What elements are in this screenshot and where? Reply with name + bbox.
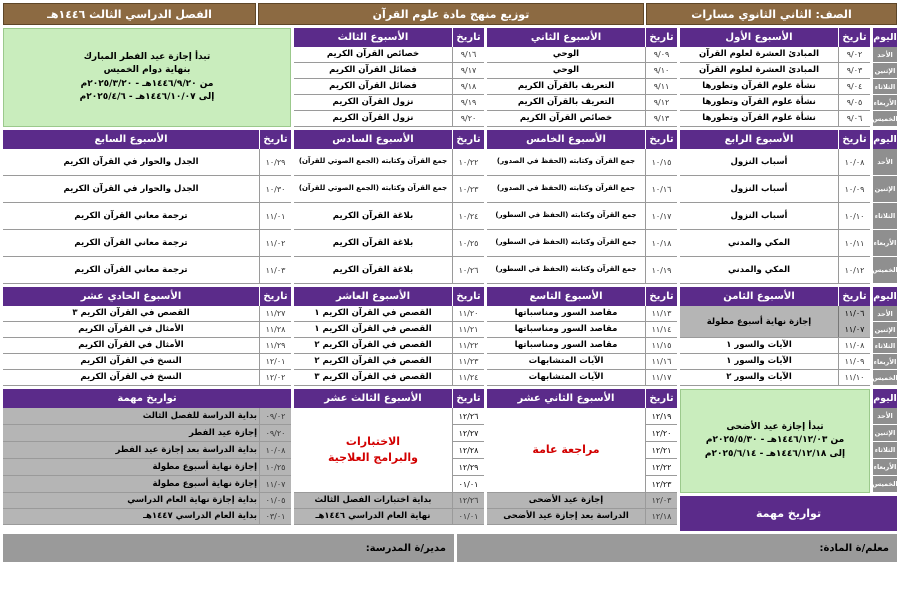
date-header: تاريخ [838, 28, 870, 47]
day-label: الإثنين [873, 425, 897, 442]
title-bar [3, 3, 897, 25]
week-10 [294, 287, 484, 386]
lesson-date: ١٠/١١ [838, 230, 870, 256]
date-header: تاريخ [838, 287, 870, 306]
subject-title: توزيع منهج مادة علوم القرآن [258, 3, 644, 25]
date-header: تاريخ [645, 287, 677, 306]
important-date: ١٠/٢٥ [259, 459, 291, 475]
day-label: الإثنين [873, 176, 897, 203]
important-date-label: بداية العام الدراسي ١٤٤٧هـ [143, 511, 257, 522]
lesson-rows [680, 47, 870, 127]
week-title: الأسبوع السادس [332, 134, 414, 145]
lesson: ترجمة معاني القرآن الكريم [74, 210, 188, 221]
important-dates-table [3, 389, 291, 531]
lesson-date: ١١/٢٢ [452, 338, 484, 353]
lesson-date: ٩/٠٣ [838, 63, 870, 78]
band-2 [3, 130, 897, 284]
lesson-date: ٩/٠٩ [645, 47, 677, 62]
lesson-date: ٩/١٦ [452, 47, 484, 62]
day-column [873, 28, 897, 127]
week-11 [3, 287, 291, 386]
week-2 [487, 28, 677, 127]
lesson-date: ١٠/٢٩ [259, 149, 291, 175]
date-header: تاريخ [452, 389, 484, 408]
day-column [873, 389, 897, 493]
lesson: جمع القرآن وكتابته (الحفظ في السطور) [495, 265, 637, 274]
week-3 [294, 28, 484, 127]
lesson: ترجمة معاني القرآن الكريم [74, 237, 188, 248]
lesson: الآيات المتشابهات [528, 372, 604, 383]
lesson-date: ١١/١٥ [645, 338, 677, 353]
lesson-date: ٩/١٨ [452, 79, 484, 94]
lesson: جمع القرآن وكتابته (الحفظ في السطور) [495, 211, 637, 220]
important-date-label: إجازة نهاية أسبوع مطولة [152, 461, 257, 472]
week-title: الأسبوع الثامن [723, 291, 795, 302]
fitr-holiday-note [3, 28, 291, 127]
date-header: تاريخ [645, 28, 677, 47]
term-title: الفصل الدراسي الثالث ١٤٤٦هـ [3, 3, 256, 25]
week-title: الأسبوع الخامس [526, 134, 606, 145]
lesson-date: ١٠/١٥ [645, 149, 677, 175]
lesson-date: ١٢/٢٧ [453, 425, 484, 442]
lesson-date: ٩/١١ [645, 79, 677, 94]
week-title: الأسبوع الثالث [337, 32, 409, 43]
lesson-date: ١٢/٠٣ [645, 493, 677, 508]
date-header: تاريخ [645, 130, 677, 149]
lesson: جمع القرآن وكتابته (الحفظ في الصدور) [496, 184, 636, 193]
note-line: تبدأ إجازة عيد الأضحى [726, 422, 824, 433]
lesson-date: ١٠/٢٦ [452, 257, 484, 283]
lesson: مقاصد السور ومناسباتها [514, 324, 618, 335]
date-header: تاريخ [452, 28, 484, 47]
lesson-date: ١٢/٢٩ [453, 459, 484, 476]
lesson: القصص في القرآن الكريم ٢ [314, 356, 432, 367]
day-label: الثلاثاء [873, 338, 897, 354]
lesson-date: ١١/٠٩ [838, 354, 870, 369]
lesson-date: ٩/١٢ [645, 95, 677, 110]
day-label: الإثنين [873, 322, 897, 338]
general-review-label: مراجعة عامة [532, 442, 600, 456]
week-title: الأسبوع التاسع [529, 291, 603, 302]
lesson-date: ١٠/٠٩ [838, 176, 870, 202]
lesson-date: ١١/١٣ [645, 306, 677, 321]
lesson-date: ٠١/٠١ [452, 509, 484, 524]
lesson: بلاغة القرآن الكريم [332, 210, 414, 221]
week-title: الأسبوع الأول [725, 32, 793, 43]
day-label: الأحد [873, 306, 897, 322]
lesson-date: ١١/٢٨ [259, 322, 291, 337]
lesson: نزول القرآن الكريم [332, 97, 414, 108]
day-column [873, 130, 897, 284]
lesson-date: ١١/٠٣ [259, 257, 291, 283]
week-13 [294, 389, 484, 531]
lesson-date: ١٢/٢٠ [646, 425, 677, 442]
band-1 [3, 28, 897, 127]
lesson-date: ١١/٢٤ [452, 370, 484, 385]
lesson: الآيات المتشابهات [528, 356, 604, 367]
lesson-date: ١١/٠٦ [844, 309, 865, 319]
important-date-label: إجازة عيد الفطر [188, 427, 257, 438]
lesson: جمع القرآن وكتابته (الجمع الصوتي للقرآن) [298, 184, 448, 193]
week-title: الأسبوع الحادي عشر [80, 291, 182, 302]
lesson: مقاصد السور ومناسباتها [514, 340, 618, 351]
day-label: الثلاثاء [873, 79, 897, 95]
important-date: ١٠/٠٨ [259, 442, 291, 458]
date-header: تاريخ [259, 287, 291, 306]
lesson-date: ١٠/٠٨ [838, 149, 870, 175]
remedial-programs-label: والبرامج العلاجية [328, 451, 418, 464]
lesson-date: ١٢/٠٢ [259, 370, 291, 385]
lesson-date: ١٢/٢٣ [651, 479, 672, 489]
lesson: الآيات والسور ٢ [726, 372, 792, 383]
day-label: الخميس [873, 476, 897, 493]
week-9 [487, 287, 677, 386]
lesson-date: ١٠/٢٢ [452, 149, 484, 175]
lesson: القصص في القرآن الكريم ٣ [314, 372, 432, 383]
day-label: الأحد [873, 149, 897, 176]
lesson-date: ١١/١٧ [645, 370, 677, 385]
day-column [873, 287, 897, 386]
day-label: الخميس [873, 111, 897, 127]
day-label: الإثنين [873, 63, 897, 79]
day-label: الأحد [873, 408, 897, 425]
week-title: الأسبوع السابع [94, 134, 168, 145]
lesson-date: ١٠/١٠ [838, 203, 870, 229]
lesson: نزول القرآن الكريم [332, 113, 414, 124]
lesson: التعريف بالقرآن الكريم [517, 97, 615, 108]
lesson-date: ٠١/٠١ [458, 479, 479, 489]
week-5 [487, 130, 677, 284]
note-line: تبدأ إجازة عيد الفطر المبارك [83, 52, 211, 63]
note-line: إلى ١٤٤٦/١٢/١٨هـ - ٢٠٢٥/٦/١٤م [704, 448, 846, 459]
date-header: تاريخ [645, 389, 677, 408]
lesson-date: ١٢/٠١ [259, 354, 291, 369]
day-label: الأحد [873, 47, 897, 63]
lesson: المكي والمدني [727, 237, 791, 248]
date-header: تاريخ [259, 130, 291, 149]
important-date-label: إجازة نهاية أسبوع مطولة [152, 478, 257, 489]
lesson-date: ٩/١٩ [452, 95, 484, 110]
important-date-label: بداية الدراسة بعد إجازة عيد الفطر [115, 444, 257, 455]
day-header: اليوم [873, 389, 897, 408]
lesson-date: ١١/١٠ [838, 370, 870, 385]
lesson: جمع القرآن وكتابته (الحفظ في الصدور) [496, 157, 636, 166]
week-1 [680, 28, 870, 127]
important-date: ٠٣/٠١ [259, 509, 291, 524]
important-date: ١١/٠٧ [259, 476, 291, 492]
week-12 [487, 389, 677, 531]
lesson: القصص في القرآن الكريم ١ [314, 324, 432, 335]
important-date-label: بداية إجازة نهاية العام الدراسي [127, 495, 257, 506]
lesson: الآيات والسور ١ [726, 340, 792, 351]
lesson: المبادئ العشرة لعلوم القرآن [698, 49, 820, 60]
lesson-date: ١١/٠٨ [838, 338, 870, 353]
lesson: نشأة علوم القرآن وتطورها [702, 113, 816, 124]
note-line: من ١٤٤٦/٩/٢٠هـ - ٢٠٢٥/٣/٢٠م [80, 78, 214, 89]
adha-holiday-note [680, 389, 870, 493]
lesson: بلاغة القرآن الكريم [332, 264, 414, 275]
week-title: الأسبوع العاشر [335, 291, 410, 302]
lesson: الأمثال في القرآن الكريم [78, 340, 184, 351]
band-3 [3, 287, 897, 386]
day-header: اليوم [873, 287, 897, 306]
important-date: ٠١/٠٥ [259, 493, 291, 508]
lesson-date: ٩/٢٠ [452, 111, 484, 126]
lesson: مقاصد السور ومناسباتها [514, 308, 618, 319]
lesson: أسباب النزول [730, 156, 788, 167]
date-header: تاريخ [838, 130, 870, 149]
week-8 [680, 287, 870, 386]
week-title: الأسبوع الثاني عشر [517, 393, 615, 404]
lesson: الجدل والحوار في القرآن الكريم [63, 183, 199, 194]
lesson-date: ١٠/٣٠ [259, 176, 291, 202]
lesson-date: ١٠/٢٣ [452, 176, 484, 202]
band-4 [3, 389, 897, 531]
lesson: الآيات والسور ١ [726, 356, 792, 367]
lesson-date: ٩/٠٤ [838, 79, 870, 94]
lesson: نشأة علوم القرآن وتطورها [702, 97, 816, 108]
lesson-date: ١١/٠١ [259, 203, 291, 229]
lesson: فضائل القرآن الكريم [329, 65, 417, 76]
lesson-date: ١٠/١٢ [838, 257, 870, 283]
lesson: نشأة علوم القرآن وتطورها [702, 81, 816, 92]
day-header: اليوم [873, 28, 897, 47]
lesson: القصص في القرآن الكريم ١ [314, 308, 432, 319]
important-date: ٠٩/٠٢ [259, 408, 291, 424]
signature-bar [3, 534, 897, 562]
day-header: اليوم [873, 130, 897, 149]
lesson-date: ١٢/٢٦ [453, 408, 484, 425]
important-date-label: بداية الدراسة للفصل الثالث [142, 410, 257, 421]
lesson-date: ١١/٢٠ [452, 306, 484, 321]
lesson-date: ١٠/١٩ [645, 257, 677, 283]
lesson-date: ١٢/٢٨ [453, 442, 484, 459]
day-label: الثلاثاء [873, 442, 897, 459]
lesson-date: ٩/٠٦ [838, 111, 870, 126]
date-header: تاريخ [452, 130, 484, 149]
lesson: جمع القرآن وكتابته (الحفظ في السطور) [495, 238, 637, 247]
lesson-date: ١١/٢١ [452, 322, 484, 337]
lesson-date: ١٠/١٨ [645, 230, 677, 256]
lesson-date: ١٢/٢٢ [646, 459, 677, 476]
holiday-row: الدراسة بعد إجازة عيد الأضحى [503, 511, 629, 522]
lesson: خصائص القرآن الكريم [519, 113, 613, 124]
lesson-date: ١١/٠٢ [259, 230, 291, 256]
lesson: الوحي [552, 49, 580, 60]
lesson: النسخ في القرآن الكريم [80, 356, 182, 367]
lesson: أسباب النزول [730, 210, 788, 221]
teacher-field[interactable]: معلم/ة المادة: [457, 534, 897, 562]
week-title: الأسبوع الثاني [530, 32, 602, 43]
note-line: من ١٤٤٦/١٢/٠٣هـ - ٢٠٢٥/٥/٣٠م [705, 435, 845, 446]
week-title: الأسبوع الرابع [724, 134, 794, 145]
lesson: جمع القرآن وكتابته (الجمع الصوتي للقرآن) [298, 157, 448, 166]
date-header: تاريخ [452, 287, 484, 306]
important-dates-header: تواريخ مهمة [117, 393, 177, 404]
week-4 [680, 130, 870, 284]
lesson: التعريف بالقرآن الكريم [517, 81, 615, 92]
week-6 [294, 130, 484, 284]
lesson-date: ١١/٢٣ [452, 354, 484, 369]
important-date: ٠٩/٢٠ [259, 425, 291, 441]
lesson-date: ١٢/١٨ [645, 509, 677, 524]
lesson-date: ١٠/٢٥ [452, 230, 484, 256]
exams-label: الاختبارات [345, 434, 401, 448]
lesson: الوحي [552, 65, 580, 76]
lesson-date: ٩/١٣ [645, 111, 677, 126]
week-7 [3, 130, 291, 284]
lesson-date: ١١/١٤ [645, 322, 677, 337]
long-weekend-lesson: إجازة نهاية أسبوع مطولة [706, 316, 812, 327]
day-label: الأربعاء [873, 354, 897, 370]
day-label: الخميس [873, 257, 897, 284]
lesson: الجدل والحوار في القرآن الكريم [63, 156, 199, 167]
day-label: الثلاثاء [873, 203, 897, 230]
day-label: الخميس [873, 370, 897, 386]
exam-row: نهاية العام الدراسي ١٤٤٦هـ [315, 511, 431, 522]
lesson-date: ١٢/٢١ [646, 442, 677, 459]
note-line: إلى ١٤٤٦/١٠/٠٧هـ - ٢٠٢٥/٤/٦م [79, 91, 215, 102]
lesson-date: ٩/٠٥ [838, 95, 870, 110]
lesson-date: ١٢/٢٦ [452, 493, 484, 508]
grade-title: الصف: الثاني الثانوي مسارات [646, 3, 897, 25]
lesson-date: ١٠/١٧ [645, 203, 677, 229]
lesson-date: ١١/٢٩ [259, 338, 291, 353]
lesson: بلاغة القرآن الكريم [332, 237, 414, 248]
adha-block [680, 389, 897, 531]
lesson: الأمثال في القرآن الكريم [78, 324, 184, 335]
lesson-date: ١١/١٦ [645, 354, 677, 369]
principal-field[interactable]: مدير/ة المدرسة: [3, 534, 454, 562]
lesson-date: ١١/٠٧ [844, 324, 865, 334]
day-label: الأربعاء [873, 230, 897, 257]
day-label: الأربعاء [873, 459, 897, 476]
lesson: المكي والمدني [727, 264, 791, 275]
lesson-date: ١٠/٢٤ [452, 203, 484, 229]
important-dates-label: تواريخ مهمة [680, 496, 897, 531]
day-label: الأربعاء [873, 95, 897, 111]
lesson: فضائل القرآن الكريم [329, 81, 417, 92]
lesson-date: ١٢/١٩ [646, 408, 677, 425]
lesson: أسباب النزول [730, 183, 788, 194]
lesson: المبادئ العشرة لعلوم القرآن [698, 65, 820, 76]
exam-row: بداية اختبارات الفصل الثالث [314, 495, 432, 506]
lesson: القصص في القرآن الكريم ٣ [72, 308, 190, 319]
lesson-date: ٩/١٠ [645, 63, 677, 78]
lesson: ترجمة معاني القرآن الكريم [74, 264, 188, 275]
week-title: الأسبوع الثالث عشر [324, 393, 422, 404]
lesson: النسخ في القرآن الكريم [80, 372, 182, 383]
lesson: القصص في القرآن الكريم ٢ [314, 340, 432, 351]
holiday-row: إجازة عيد الأضحى [528, 495, 604, 506]
lesson-date: ٩/٠٢ [838, 47, 870, 62]
lesson-date: ٩/١٧ [452, 63, 484, 78]
lesson-date: ١٠/١٦ [645, 176, 677, 202]
lesson: خصائص القرآن الكريم [326, 49, 420, 60]
lesson-date: ١١/٢٧ [259, 306, 291, 321]
note-line: بنهاية دوام الخميس [103, 65, 191, 76]
